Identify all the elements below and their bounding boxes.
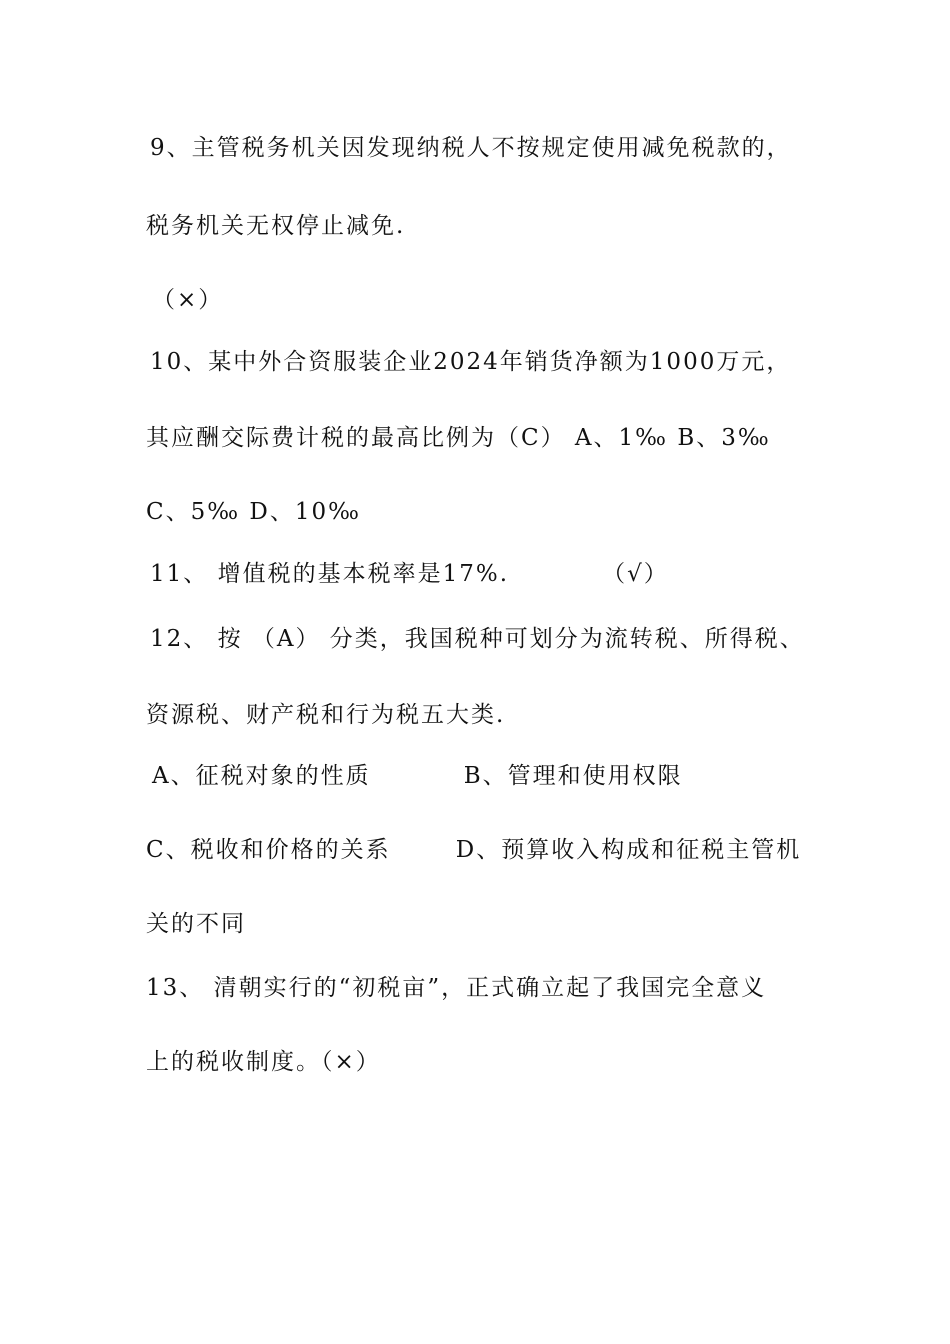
q12-line-1: 12、 按 （A） 分类，我国税种可划分为流转税、所得税、 <box>150 626 805 652</box>
q10-line-3: C、5‰ D、10‰ <box>146 499 361 525</box>
q12-line-2: 资源税、财产税和行为税五大类. <box>146 702 506 728</box>
q9-line-1: 9、主管税务机关因发现纳税人不按规定使用减免税款的， <box>150 135 792 161</box>
q9-answer: （×） <box>152 287 224 313</box>
q11-line: 11、 增值税的基本税率是17%. （√） <box>150 561 669 587</box>
q12-options-cd: C、税收和价格的关系 D、预算收入构成和征税主管机 <box>146 837 802 863</box>
q13-line-1: 13、 清朝实行的“初税亩”，正式确立起了我国完全意义 <box>146 975 767 1001</box>
q10-line-1: 10、某中外合资服装企业2024年销货净额为1000万元， <box>150 349 792 375</box>
q10-line-2: 其应酬交际费计税的最高比例为（C） A、1‰ B、3‰ <box>146 425 771 451</box>
q9-line-2: 税务机关无权停止减免. <box>146 213 406 239</box>
q13-line-2: 上的税收制度。（×） <box>146 1049 381 1075</box>
q12-options-ab: A、征税对象的性质 B、管理和使用权限 <box>152 763 683 789</box>
q12-options-cd-cont: 关的不同 <box>146 911 246 937</box>
